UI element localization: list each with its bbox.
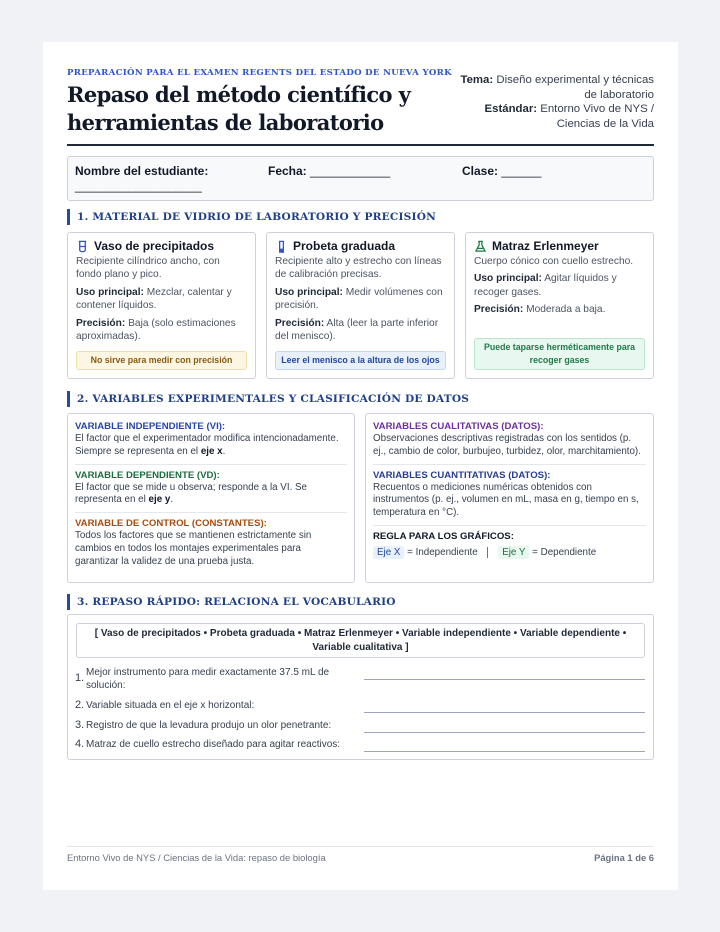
question-text: Matraz de cuello estrecho diseñado para agitar reactivos: xyxy=(86,739,341,750)
class-field[interactable] xyxy=(462,164,541,179)
question-text: Variable situada en el eje x horizontal: xyxy=(86,700,255,711)
control-variable-item xyxy=(75,518,347,573)
graph-rule xyxy=(373,546,646,560)
rule-separator xyxy=(487,547,488,558)
answer-blank-4[interactable] xyxy=(364,751,645,752)
data-types-box xyxy=(365,413,654,583)
quiz-question-1 xyxy=(75,666,645,694)
dv-text: El factor que se mide u observa; responde a la VI. Se representa en el eje y. xyxy=(75,481,307,506)
section-3-heading: 3. REPASO RÁPIDO: RELACIONA EL VOCABULARIO xyxy=(67,594,396,610)
header-divider xyxy=(67,144,654,146)
footer-divider xyxy=(67,846,654,847)
question-text: Mejor instrumento para medir exactamente 37.5 mL de solución: xyxy=(86,667,330,692)
x-axis-text: = Independiente xyxy=(407,546,478,558)
quantitative-item xyxy=(373,470,646,526)
page-number: Página 1 de 6 xyxy=(594,852,654,863)
question-number: 1. xyxy=(75,672,85,684)
y-axis-text: = Dependiente xyxy=(532,546,597,558)
card-beaker-title: Vaso de precipitados xyxy=(94,239,215,253)
qualitative-item xyxy=(373,421,646,465)
variables-box xyxy=(67,413,355,583)
dv-title: VARIABLE DEPENDIENTE (VD): xyxy=(75,469,220,481)
qual-text: Observaciones descriptivas registradas con los sentidos (p. ej., cambio de color, burbujeo, turbidez, olor, marchitamiento). xyxy=(373,433,641,457)
quiz-question-2 xyxy=(75,699,645,713)
dv-axis: eje y xyxy=(148,494,171,506)
y-axis-chip: Eje Y xyxy=(498,546,529,559)
card-beaker-precision-text: Baja (solo estimaciones aproximadas). xyxy=(76,317,236,343)
erlenmeyer-flask-icon xyxy=(474,240,487,253)
card-beaker-use xyxy=(76,286,247,313)
card-cylinder-description: Recipiente alto y estrecho con líneas de calibración precisas. xyxy=(275,256,442,281)
card-beaker-use-text: Mezclar, calentar y contener líquidos. xyxy=(76,286,232,312)
section-1-heading: 1. MATERIAL DE VIDRIO DE LABORATORIO Y PRECISIÓN xyxy=(67,209,436,225)
qual-title: VARIABLES CUALITATIVAS (DATOS): xyxy=(373,421,544,432)
card-flask-note: Puede taparse herméticamente para recoger gases xyxy=(474,338,645,370)
card-cylinder-precision-text: Alta (leer la parte inferior del menisco). xyxy=(275,317,439,343)
card-flask-precision-text: Moderada a baja. xyxy=(526,304,606,316)
precision-label: Precisión: xyxy=(76,317,126,329)
class-label: Clase: xyxy=(462,164,499,178)
date-label: Fecha: xyxy=(268,164,307,178)
quiz-question-3 xyxy=(75,719,645,733)
quant-text: Recuentos o mediciones numéricas obtenidos con instrumentos (p. ej., volumen en mL, masa en g, tiempo en s, temperatura en °C). xyxy=(373,481,639,519)
quant-title: VARIABLES CUANTITATIVAS (DATOS): xyxy=(373,469,551,481)
answer-blank-3[interactable] xyxy=(364,732,645,733)
standard-label: Estándar: xyxy=(484,103,538,115)
beaker-icon xyxy=(76,240,89,253)
cv-text: Todos los factores que se mantienen estrictamente sin cambios en todos los montajes experimentales para garantizar la validez de una prueba justa. xyxy=(75,530,312,567)
independent-variable-item xyxy=(75,421,347,465)
rule-title: REGLA PARA LOS GRÁFICOS: xyxy=(373,530,514,542)
student-info-box xyxy=(67,156,654,201)
student-name-field[interactable] xyxy=(75,164,260,194)
card-cylinder-title-row xyxy=(275,239,446,253)
standard-value: Entorno Vivo de NYS / Ciencias de la Vida xyxy=(540,103,654,130)
card-cylinder-precision xyxy=(275,317,446,344)
card-flask-description: Cuerpo cónico con cuello estrecho. xyxy=(474,256,634,267)
class-line: ______ xyxy=(501,164,542,178)
iv-text: El factor que el experimentador modifica intencionadamente. Siempre se representa en el eje x. xyxy=(75,433,339,457)
date-line: ____________ xyxy=(310,164,391,178)
card-erlenmeyer-flask xyxy=(465,232,654,379)
card-beaker-description: Recipiente cilíndrico ancho, con fondo plano y pico. xyxy=(76,256,220,281)
precision-label: Precisión: xyxy=(474,304,524,316)
card-graduated-cylinder xyxy=(266,232,455,379)
footer-source: Entorno Vivo de NYS / Ciencias de la Vida: repaso de biología xyxy=(67,852,326,863)
card-beaker-note: No sirve para medir con precisión xyxy=(76,351,247,370)
exam-eyebrow: PREPARACIÓN PARA EL EXAMEN REGENTS DEL ESTADO DE NUEVA YORK xyxy=(67,68,452,78)
x-axis-chip: Eje X xyxy=(373,546,404,559)
graduated-cylinder-icon xyxy=(275,240,288,253)
question-number: 2. xyxy=(75,699,85,711)
iv-title: VARIABLE INDEPENDIENTE (VI): xyxy=(75,421,226,432)
card-flask-use-text: Agitar líquidos y recoger gases. xyxy=(474,273,617,298)
use-label: Uso principal: xyxy=(76,286,144,298)
word-bank: [ Vaso de precipitados • Probeta graduada • Matraz Erlenmeyer • Variable independiente • Variable dependiente • Variable cualitativa ] xyxy=(76,623,645,658)
page-title: Repaso del método científico y herramientas de laboratorio xyxy=(67,82,411,135)
dependent-variable-item xyxy=(75,470,347,514)
iv-description: El factor que el experimentador modifica intencionadamente. Siempre se representa en el xyxy=(75,433,339,457)
quiz-question-4 xyxy=(75,738,645,752)
student-name-label: Nombre del estudiante: xyxy=(75,164,209,178)
question-number: 4. xyxy=(75,738,85,750)
topic-value: Diseño experimental y técnicas de laboratorio xyxy=(496,74,654,101)
use-label: Uso principal: xyxy=(275,286,343,298)
use-label: Uso principal: xyxy=(474,273,542,285)
iv-axis: eje x xyxy=(200,445,223,457)
card-beaker xyxy=(67,232,256,379)
answer-blank-1[interactable] xyxy=(364,679,645,680)
precision-label: Precisión: xyxy=(275,317,325,329)
section-2-heading: 2. VARIABLES EXPERIMENTALES Y CLASIFICACIÓN DE DATOS xyxy=(67,391,469,407)
card-flask-title-row xyxy=(474,239,645,253)
header-meta xyxy=(454,73,654,131)
card-flask-use xyxy=(474,272,645,299)
dv-description: El factor que se mide u observa; responde a la VI. Se representa en el xyxy=(75,481,307,506)
topic-label: Tema: xyxy=(460,74,494,86)
answer-blank-2[interactable] xyxy=(364,712,645,713)
question-text: Registro de que la levadura produjo un olor penetrante: xyxy=(86,720,332,731)
date-field[interactable] xyxy=(268,164,390,179)
card-cylinder-title: Probeta graduada xyxy=(293,239,396,253)
card-flask-title: Matraz Erlenmeyer xyxy=(492,239,599,253)
vocabulary-quiz xyxy=(67,614,654,760)
card-beaker-precision xyxy=(76,317,247,344)
cv-title: VARIABLE DE CONTROL (CONSTANTES): xyxy=(75,518,267,530)
card-cylinder-use xyxy=(275,286,446,313)
card-beaker-title-row xyxy=(76,239,247,253)
question-number: 3. xyxy=(75,719,85,731)
card-cylinder-note: Leer el menisco a la altura de los ojos xyxy=(275,351,446,370)
header xyxy=(67,68,654,146)
graph-rule-item xyxy=(373,531,646,565)
card-flask-precision xyxy=(474,303,645,316)
student-name-line: ___________________ xyxy=(75,179,202,193)
card-cylinder-use-text: Medir volúmenes con precisión. xyxy=(275,286,443,312)
worksheet-page xyxy=(43,42,678,890)
